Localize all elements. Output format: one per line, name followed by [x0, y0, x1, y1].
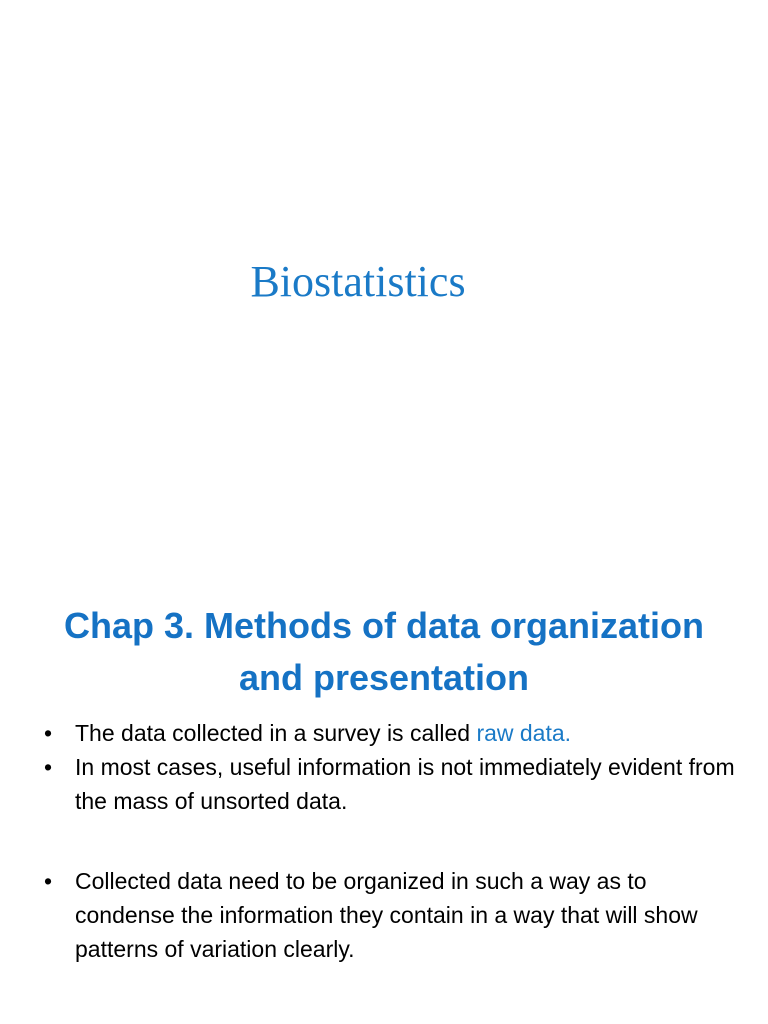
list-item	[40, 716, 740, 750]
bullet-icon: •	[44, 868, 53, 894]
chapter-heading-line-1: Chap 3. Methods of data organization	[63, 605, 705, 646]
bullet-text: In most cases, useful information is not immediately evident from the mass of unsorted data.	[75, 754, 735, 814]
bullet-text: The data collected in a survey is called	[75, 720, 477, 746]
bullet-icon: •	[44, 754, 53, 780]
bullet-text: Collected data need to be organized in such a way as to condense the information they contain in a way that will show patterns of variation clearly.	[75, 868, 698, 962]
bullet-highlight-text: raw data.	[476, 720, 572, 746]
list-item	[40, 864, 740, 966]
bullet-icon: •	[44, 720, 53, 746]
chapter-heading	[20, 600, 748, 704]
deck-title: Biostatistics	[250, 257, 466, 306]
chapter-heading-line-2: and presentation	[238, 657, 530, 698]
bullet-list	[40, 716, 740, 966]
list-item	[40, 750, 740, 818]
content-slide	[0, 576, 768, 1024]
